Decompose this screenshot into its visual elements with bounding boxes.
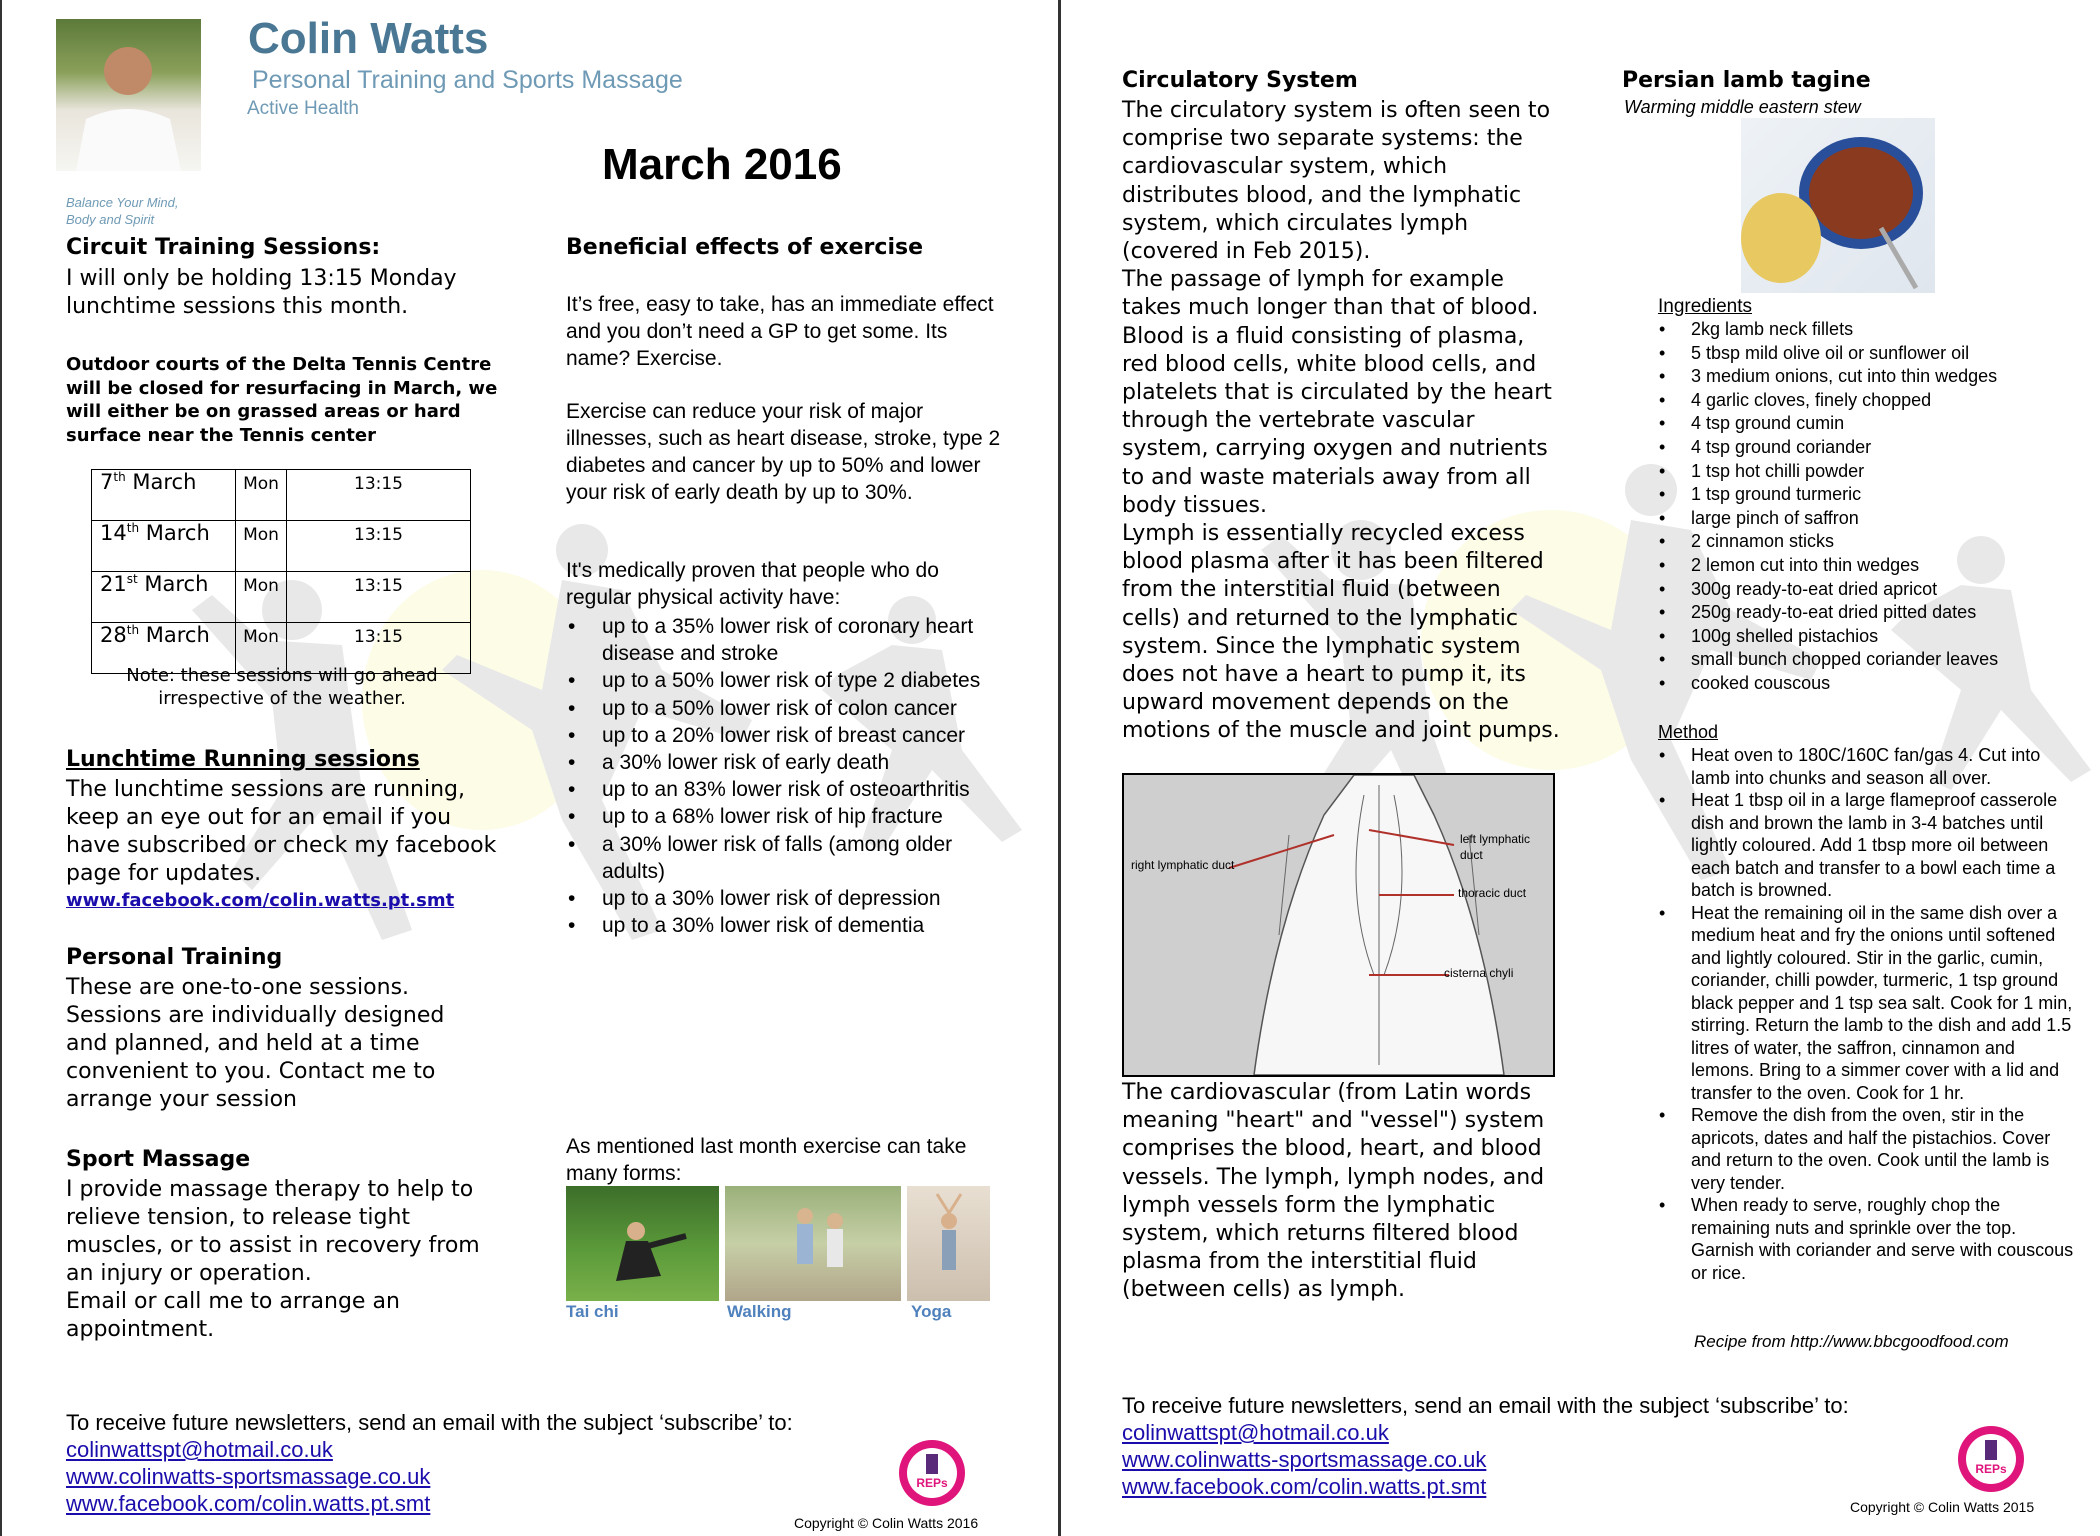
forms-text: As mentioned last month exercise can take many forms: [566, 1135, 967, 1185]
lymphatic-diagram [1122, 773, 1555, 1077]
risk-list [602, 613, 1002, 939]
walking-photo [725, 1186, 901, 1301]
list-item: • 300g ready-to-eat dried apricot [1691, 578, 2081, 602]
header-subtitle: Personal Training and Sports Massage [252, 66, 683, 94]
exercise-p2: Exercise can reduce your risk of major illnesses, such as heart disease, stroke, type 2 diabetes and cancer by up to 50% and lower your risk of early death by up to 30%. [566, 400, 1001, 504]
tai-chi-photo [566, 1186, 719, 1301]
session-time: 13:15 [287, 572, 471, 623]
label-cisterna-chyli: cisterna chyli [1444, 966, 1514, 980]
profile-photo [56, 19, 201, 171]
session-time: 13:15 [287, 623, 471, 674]
reps-figure-icon [926, 1454, 938, 1474]
list-item: • 1 tsp ground turmeric [1691, 483, 2081, 507]
issue-date: March 2016 [602, 140, 842, 189]
session-time: 13:15 [287, 470, 471, 521]
header-tagline: Balance Your Mind, Body and Spirit [66, 195, 179, 227]
list-item: • up to a 35% lower risk of coronary heart disease and stroke [602, 613, 1002, 667]
session-date: 21st March [92, 572, 236, 623]
pt-title: Personal Training [66, 945, 283, 970]
list-item: • up to a 30% lower risk of dementia [602, 912, 1002, 939]
session-row [92, 470, 471, 521]
session-time: 13:15 [287, 521, 471, 572]
reps-logo [899, 1440, 965, 1506]
footer-site-link-right[interactable]: www.colinwatts-sportsmassage.co.uk [1122, 1447, 1487, 1472]
list-item: • 3 medium onions, cut into thin wedges [1691, 365, 2081, 389]
running-title: Lunchtime Running sessions [66, 747, 420, 772]
footer-subscribe-text-right: To receive future newsletters, send an email with the subject ‘subscribe’ to: [1122, 1393, 1849, 1418]
list-item: • 4 garlic cloves, finely chopped [1691, 389, 2081, 413]
list-item: • up to an 83% lower risk of osteoarthritis [602, 776, 1002, 803]
tagine-photo [1741, 118, 1935, 293]
list-item: • up to a 30% lower risk of depression [602, 885, 1002, 912]
footer-copyright: Copyright © Colin Watts 2016 [794, 1515, 979, 1531]
list-item: • small bunch chopped coriander leaves [1691, 648, 2081, 672]
circulatory-p2: The passage of lymph for example takes much longer than that of blood. Blood is a fluid consisting of plasma, red blood cells, white blood cells, and platelets that is circulated by the heart through the vertebrate vascular system, carrying oxygen and nutrients to and waste materials away from all body tissues. [1122, 267, 1552, 518]
circuit-notice: Outdoor courts of the Delta Tennis Centre will be closed for resurfacing in March, we will either be on grassed areas or hard surface near the Tennis center [66, 354, 498, 446]
pt-text: These are one-to-one sessions. Sessions are individually designed and planned, and held at a time convenient to you. Contact me to arrange your session [66, 975, 445, 1112]
caption-tai-chi: Tai chi [566, 1302, 619, 1321]
running-text: The lunchtime sessions are running, keep an eye out for an email if you have subscribed or check my facebook page for updates. [66, 777, 497, 886]
massage-text-1: I provide massage therapy to help to relieve tension, to release tight muscles, or to assist in recovery from an injury or operation. [66, 1177, 480, 1286]
session-weekday: Mon [236, 572, 287, 623]
reps-figure-icon-right [1985, 1440, 1997, 1460]
list-item: • 100g shelled pistachios [1691, 625, 2081, 649]
label-left-lymphatic-duct: left lymphatic duct [1460, 832, 1531, 862]
list-item: • 4 tsp ground cumin [1691, 412, 2081, 436]
recipe-subtitle: Warming middle eastern stew [1624, 97, 1861, 117]
footer-site-link[interactable]: www.colinwatts-sportsmassage.co.uk [66, 1464, 431, 1489]
sessions-note: Note: these sessions will go ahead irrespective of the weather. [126, 665, 438, 709]
massage-title: Sport Massage [66, 1147, 251, 1172]
list-item: • up to a 50% lower risk of type 2 diabetes [602, 667, 1002, 694]
exercise-title: Beneficial effects of exercise [566, 235, 924, 260]
ingredients-list [1691, 318, 2081, 696]
list-item: • Heat oven to 180C/160C fan/gas 4. Cut into lamb into chunks and season all over. [1691, 744, 2081, 789]
label-right-lymphatic-duct: right lymphatic duct [1131, 858, 1235, 872]
session-weekday: Mon [236, 470, 287, 521]
list-item: • a 30% lower risk of falls (among older adults) [602, 831, 1002, 885]
list-item: • a 30% lower risk of early death [602, 749, 1002, 776]
circulatory-p4: The cardiovascular (from Latin words meaning "heart" and "vessel") system comprises the blood, heart, and blood vessels. The lymph, lymph nodes, and lymph vessels form the lymphatic system, which returns filtered blood plasma from the interstitial fluid (between cells) as lymph. [1122, 1080, 1545, 1303]
list-item: • 2kg lamb neck fillets [1691, 318, 2081, 342]
list-item: • 1 tsp hot chilli powder [1691, 460, 2081, 484]
list-item: • up to a 20% lower risk of breast cancer [602, 722, 1002, 749]
footer-subscribe-text: To receive future newsletters, send an email with the subject ‘subscribe’ to: [66, 1410, 793, 1435]
footer-facebook-link[interactable]: www.facebook.com/colin.watts.pt.smt [66, 1491, 431, 1516]
session-weekday: Mon [236, 623, 287, 674]
reps-logo-right [1958, 1426, 2024, 1492]
list-item: • 2 lemon cut into thin wedges [1691, 554, 2081, 578]
list-item: • large pinch of saffron [1691, 507, 2081, 531]
recipe-title: Persian lamb tagine [1622, 68, 1871, 93]
list-item: • up to a 68% lower risk of hip fracture [602, 803, 1002, 830]
list-item: • Remove the dish from the oven, stir in the apricots, dates and half the pistachios. Cover and return to the oven. Cook until the lamb is very tender. [1691, 1104, 2081, 1194]
footer-email-link-right[interactable]: colinwattspt@hotmail.co.uk [1122, 1420, 1389, 1445]
label-thoracic-duct: thoracic duct [1458, 886, 1527, 900]
footer-email-link[interactable]: colinwattspt@hotmail.co.uk [66, 1437, 333, 1462]
exercise-p3: It's medically proven that people who do regular physical activity have: [566, 559, 939, 609]
list-item: • 250g ready-to-eat dried pitted dates [1691, 601, 2081, 625]
list-item: • 2 cinnamon sticks [1691, 530, 2081, 554]
circulatory-p1: The circulatory system is often seen to comprise two separate systems: the cardiovascular system, which distributes blood, and the lymphatic system, which circulates lymph (covered in Feb 2015). [1122, 98, 1551, 265]
yoga-photo [907, 1186, 990, 1301]
caption-yoga: Yoga [911, 1302, 952, 1321]
list-item: • Heat 1 tbsp oil in a large flameproof casserole dish and brown the lamb in 3-4 batches until lightly coloured. Add 1 tbsp more oil between each batch and transfer to a bowl each time a batch is browned. [1691, 789, 2081, 902]
method-list [1691, 744, 2081, 1284]
footer-copyright-right: Copyright © Colin Watts 2015 [1850, 1499, 2035, 1515]
exercise-p1: It’s free, easy to take, has an immediate effect and you don’t need a GP to get some. Its name? Exercise. [566, 293, 994, 370]
sessions-table [91, 469, 471, 674]
session-row [92, 521, 471, 572]
circuit-title: Circuit Training Sessions: [66, 235, 381, 260]
session-date: 7th March [92, 470, 236, 521]
session-weekday: Mon [236, 521, 287, 572]
list-item: • 4 tsp ground coriander [1691, 436, 2081, 460]
reps-logo-text: REPs [916, 1476, 948, 1490]
header-brand: Active Health [247, 98, 359, 119]
list-item: • up to a 50% lower risk of colon cancer [602, 695, 1002, 722]
reps-logo-text-right: REPs [1975, 1462, 2007, 1476]
header-name: Colin Watts [248, 14, 489, 63]
circuit-text: I will only be holding 13:15 Monday lunchtime sessions this month. [66, 266, 457, 319]
newsletter-page-2 [1061, 0, 2100, 1536]
footer-facebook-link-right[interactable]: www.facebook.com/colin.watts.pt.smt [1122, 1474, 1487, 1499]
running-facebook-link[interactable]: www.facebook.com/colin.watts.pt.smt [66, 890, 455, 911]
list-item: • Heat the remaining oil in the same dish over a medium heat and fry the onions until softened and lightly coloured. Stir in the garlic, cumin, coriander, chilli powder, turmeric, 1 tsp ground black pepper and 1 tsp sea salt. Cook for 1 min, stirring. Return the lamb to the dish and add 1.5 litres of water, the saffron, cinnamon and lemons. Bring to a simmer cover with a lid and transfer to the oven. Cook for 1 hr. [1691, 902, 2081, 1105]
circulatory-body [1122, 97, 1562, 746]
method-title: Method [1658, 722, 1719, 742]
caption-walking: Walking [727, 1302, 792, 1321]
session-row [92, 572, 471, 623]
list-item: • When ready to serve, roughly chop the remaining nuts and sprinkle over the top. Garnish with coriander and serve with couscous or rice. [1691, 1194, 2081, 1284]
recipe-source: Recipe from http://www.bbcgoodfood.com [1694, 1332, 2009, 1351]
ingredients-title: Ingredients [1658, 296, 1753, 317]
massage-text [66, 1176, 486, 1344]
circulatory-p3: Lymph is essentially recycled excess blood plasma after it has been filtered from the interstitial fluid (between cells) and returned to the lymphatic system. Since the lymphatic system does not have a heart to pump it, its upward movement depends on the motions of the muscle and joint pumps. [1122, 521, 1560, 744]
session-date: 14th March [92, 521, 236, 572]
massage-text-2: Email or call me to arrange an appointment. [66, 1289, 400, 1342]
list-item: • cooked couscous [1691, 672, 2081, 696]
list-item: • 5 tbsp mild olive oil or sunflower oil [1691, 342, 2081, 366]
session-date: 28th March [92, 623, 236, 674]
circulatory-title: Circulatory System [1122, 68, 1358, 93]
